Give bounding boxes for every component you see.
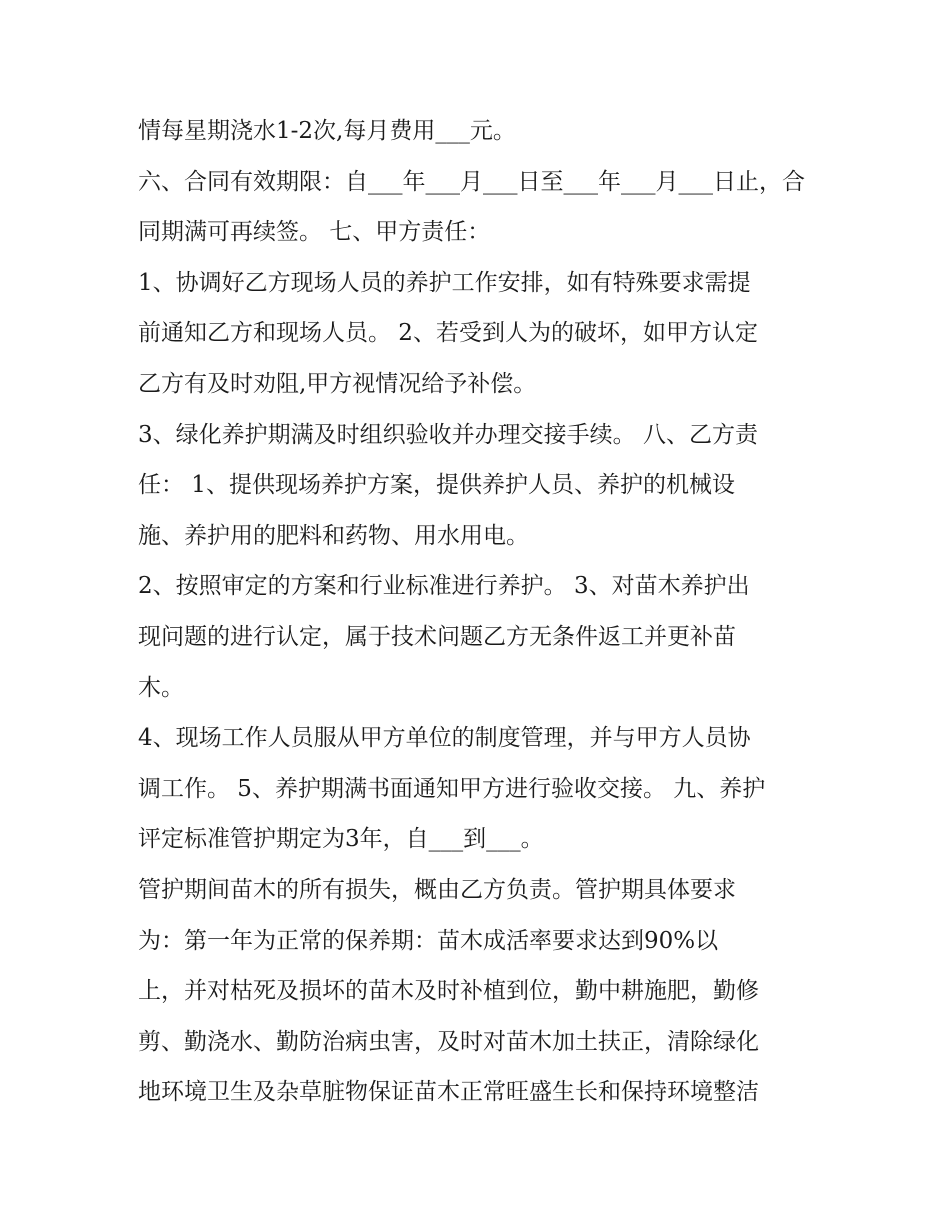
text-line: 上，并对枯死及损坏的苗木及时补植到位，勤中耕施肥，勤修 — [138, 978, 759, 1005]
text-line: 同期满可再续签。 七、甲方责任： — [138, 219, 491, 246]
text-line: 现问题的进行认定，属于技术问题乙方无条件返工并更补苗 — [138, 623, 736, 650]
text-line: 3、绿化养护期满及时组织验收并办理交接手续。 八、乙方责 — [138, 421, 758, 448]
text-line: 情每星期浇水1-2次,每月费用___元。 — [138, 118, 516, 144]
text-line: 前通知乙方和现场人员。 2、若受到人为的破坏，如甲方认定 — [138, 320, 758, 347]
text-line: 管护期间苗木的所有损失，概由乙方负责。管护期具体要求 — [138, 876, 736, 903]
text-line: 1、协调好乙方现场人员的养护工作安排，如有特殊要求需提 — [138, 269, 751, 296]
text-line: 六、合同有效期限：自___年___月___日至___年___月___日止，合 — [138, 168, 805, 195]
text-line: 地环境卫生及杂草脏物保证苗木正常旺盛生长和保持环境整洁 — [138, 1079, 759, 1106]
text-line: 乙方有及时劝阻,甲方视情况给予补偿。 — [138, 370, 537, 397]
text-line: 剪、勤浇水、勤防治病虫害，及时对苗木加土扶正，清除绿化 — [138, 1028, 759, 1055]
text-line: 2、按照审定的方案和行业标准进行养护。 3、对苗木养护出 — [138, 573, 750, 600]
text-line: 木。 — [138, 674, 184, 701]
document-body — [138, 106, 828, 1118]
text-line: 4、现场工作人员服从甲方单位的制度管理，并与甲方人员协 — [138, 725, 751, 752]
text-line: 任： 1、提供现场养护方案，提供养护人员、养护的机械设 — [138, 472, 735, 499]
text-line: 调工作。 5、养护期满书面通知甲方进行验收交接。 九、养护 — [138, 775, 766, 802]
text-line: 施、养护用的肥料和药物、用水用电。 — [138, 522, 529, 549]
text-line: 为：第一年为正常的保养期：苗木成活率要求达到90%以 — [138, 927, 719, 954]
text-line: 评定标准管护期定为3年，自___到___。 — [138, 826, 544, 853]
